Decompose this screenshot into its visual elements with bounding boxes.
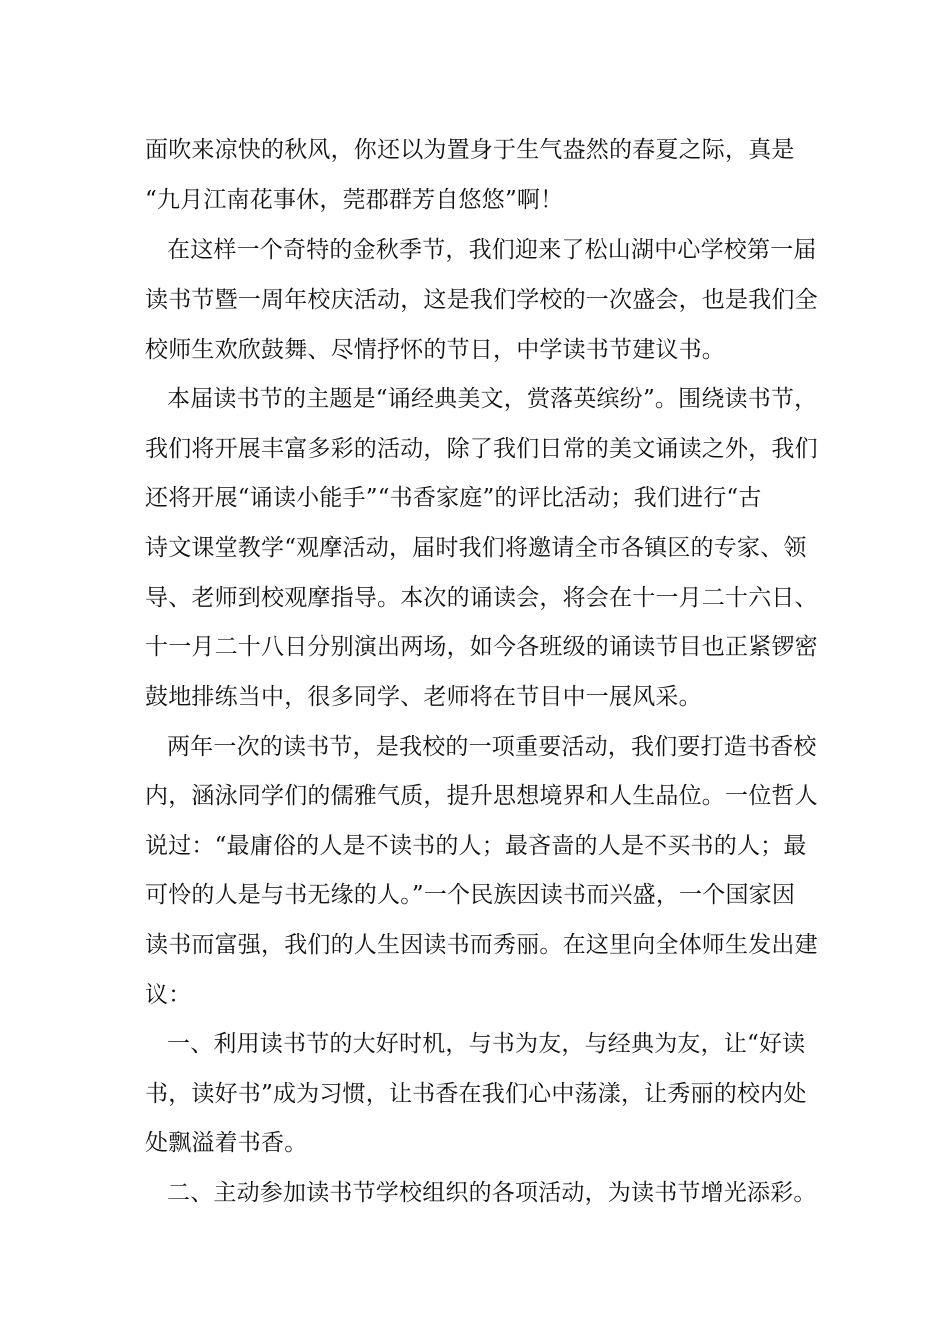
text-line: 我们将开展丰富多彩的活动，除了我们日常的美文诵读之外，我们 <box>145 436 818 462</box>
paragraph-first-line: 在这样一个奇特的金秋季节，我们迎来了松山湖中心学校第一届 <box>167 237 817 263</box>
text-line: 议： <box>145 982 192 1008</box>
text-line: 十一月二十八日分别演出两场，如今各班级的诵读节目也正紧锣密 <box>145 634 818 660</box>
text-line: 可怜的人是与书无缘的人。”一个民族因读书而兴盛，一个国家因 <box>145 882 796 908</box>
text-line: 书，读好书”成为习惯，让书香在我们心中荡漾，让秀丽的校内处 <box>145 1081 807 1107</box>
text-line: 处飘溢着书香。 <box>145 1130 308 1156</box>
text-line: 说过：“最庸俗的人是不读书的人；最吝啬的人是不买书的人；最 <box>145 833 807 859</box>
paragraph-first-line: 一、利用读书节的大好时机，与书为友，与经典为友，让“好读 <box>167 1031 806 1057</box>
text-line: 导、老师到校观摩指导。本次的诵读会，将会在十一月二十六日、 <box>145 585 818 611</box>
text-line: 还将开展“诵读小能手”“书香家庭”的评比活动；我们进行“古 <box>145 485 762 511</box>
paragraph-first-line: 两年一次的读书节，是我校的一项重要活动，我们要打造书香校 <box>167 734 817 760</box>
text-line: 读书而富强，我们的人生因读书而秀丽。在这里向全体师生发出建 <box>145 932 818 958</box>
text-line: 校师生欢欣鼓舞、尽情抒怀的节日，中学读书节建议书。 <box>145 337 725 363</box>
paragraph-first-line: 本届读书节的主题是“诵经典美文，赏落英缤纷”。围绕读书节， <box>167 386 818 412</box>
paragraph-first-line: 二、主动参加读书节学校组织的各项活动，为读书节增光添彩。 <box>167 1180 817 1206</box>
text-line: 鼓地排练当中，很多同学、老师将在节目中一展风采。 <box>145 684 702 710</box>
text-line: 读书节暨一周年校庆活动，这是我们学校的一次盛会，也是我们全 <box>145 287 818 313</box>
text-line: 内，涵泳同学们的儒雅气质，提升思想境界和人生品位。一位哲人 <box>145 783 818 809</box>
text-line: 诗文课堂教学“观摩活动，届时我们将邀请全市各镇区的专家、领 <box>145 535 807 561</box>
text-line: 面吹来凉快的秋风，你还以为置身于生气盎然的春夏之际，真是 <box>145 137 795 163</box>
text-line: “九月江南花事休，莞郡群芳自悠悠”啊！ <box>145 187 564 213</box>
